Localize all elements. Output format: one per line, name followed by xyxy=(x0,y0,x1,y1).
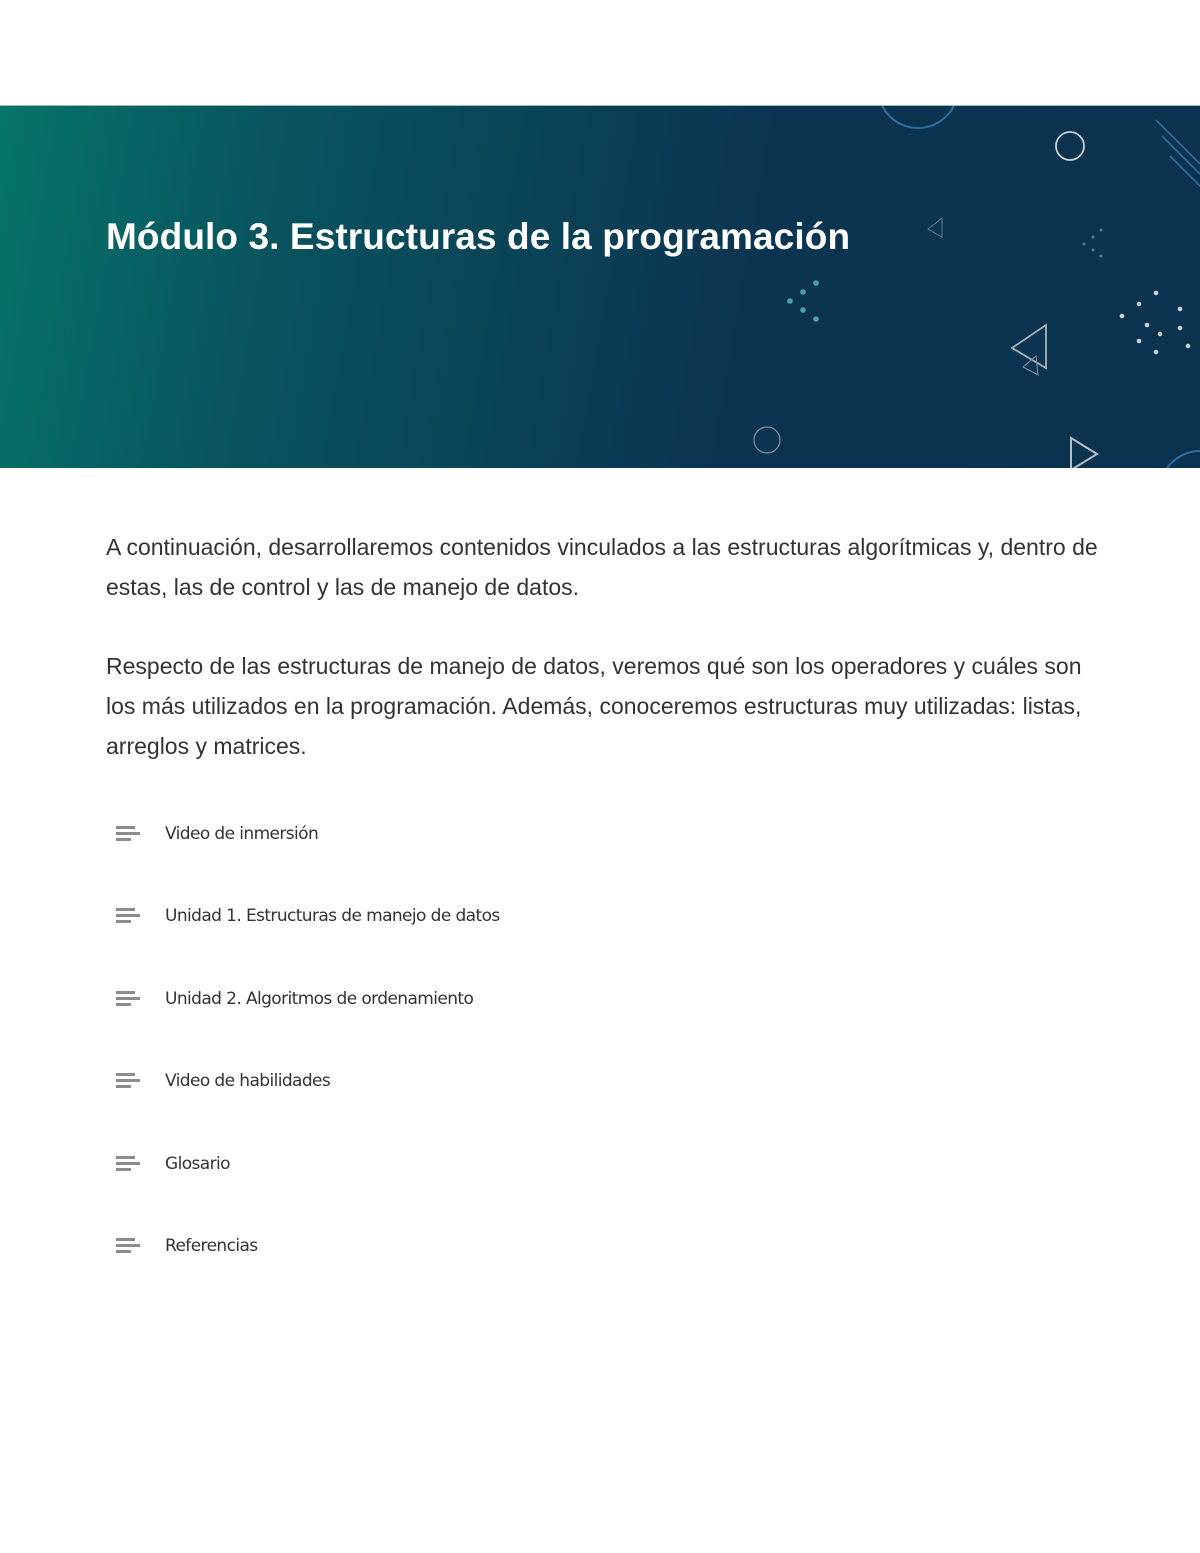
lines-icon xyxy=(114,989,140,1009)
toc-item-unidad-2[interactable] xyxy=(114,981,714,1063)
intro-paragraph: A continuación, desarrollaremos contenidos vinculados a las estructuras algorítmicas y, dentro de estas, las de control y las de manejo de datos. xyxy=(106,534,1098,600)
toc-item-label[interactable]: Glosario xyxy=(165,1153,230,1174)
toc-item-label[interactable]: Unidad 1. Estructuras de manejo de datos xyxy=(165,906,500,927)
toc-item-unidad-1[interactable] xyxy=(114,898,714,980)
toc-item-video-habilidades[interactable] xyxy=(114,1063,714,1145)
decorative-shapes-icon xyxy=(0,106,1200,468)
lines-icon xyxy=(114,824,140,844)
lines-icon xyxy=(114,1154,140,1174)
toc-item-label[interactable]: Referencias xyxy=(165,1235,258,1256)
intro-paragraph: Respecto de las estructuras de manejo de datos, veremos qué son los operadores y cuáles son los más utilizados en la programación. Además, conoceremos estructuras muy utilizadas: listas, arreglos y matrices. xyxy=(106,653,1082,759)
toc-item-glosario[interactable] xyxy=(114,1146,714,1228)
lines-icon xyxy=(114,906,140,926)
lines-icon xyxy=(114,1071,140,1091)
toc-item-label[interactable]: Video de habilidades xyxy=(165,1071,331,1092)
toc-item-referencias[interactable] xyxy=(114,1228,714,1310)
module-banner xyxy=(0,105,1200,468)
table-of-contents xyxy=(114,816,714,1310)
toc-item-label[interactable]: Unidad 2. Algoritmos de ordenamiento xyxy=(165,988,474,1009)
intro-text xyxy=(106,527,1116,805)
page-title: Módulo 3. Estructuras de la programación xyxy=(106,216,851,257)
toc-item-video-inmersion[interactable] xyxy=(114,816,714,898)
toc-item-label[interactable]: Video de inmersión xyxy=(165,824,319,844)
lines-icon xyxy=(114,1236,140,1256)
